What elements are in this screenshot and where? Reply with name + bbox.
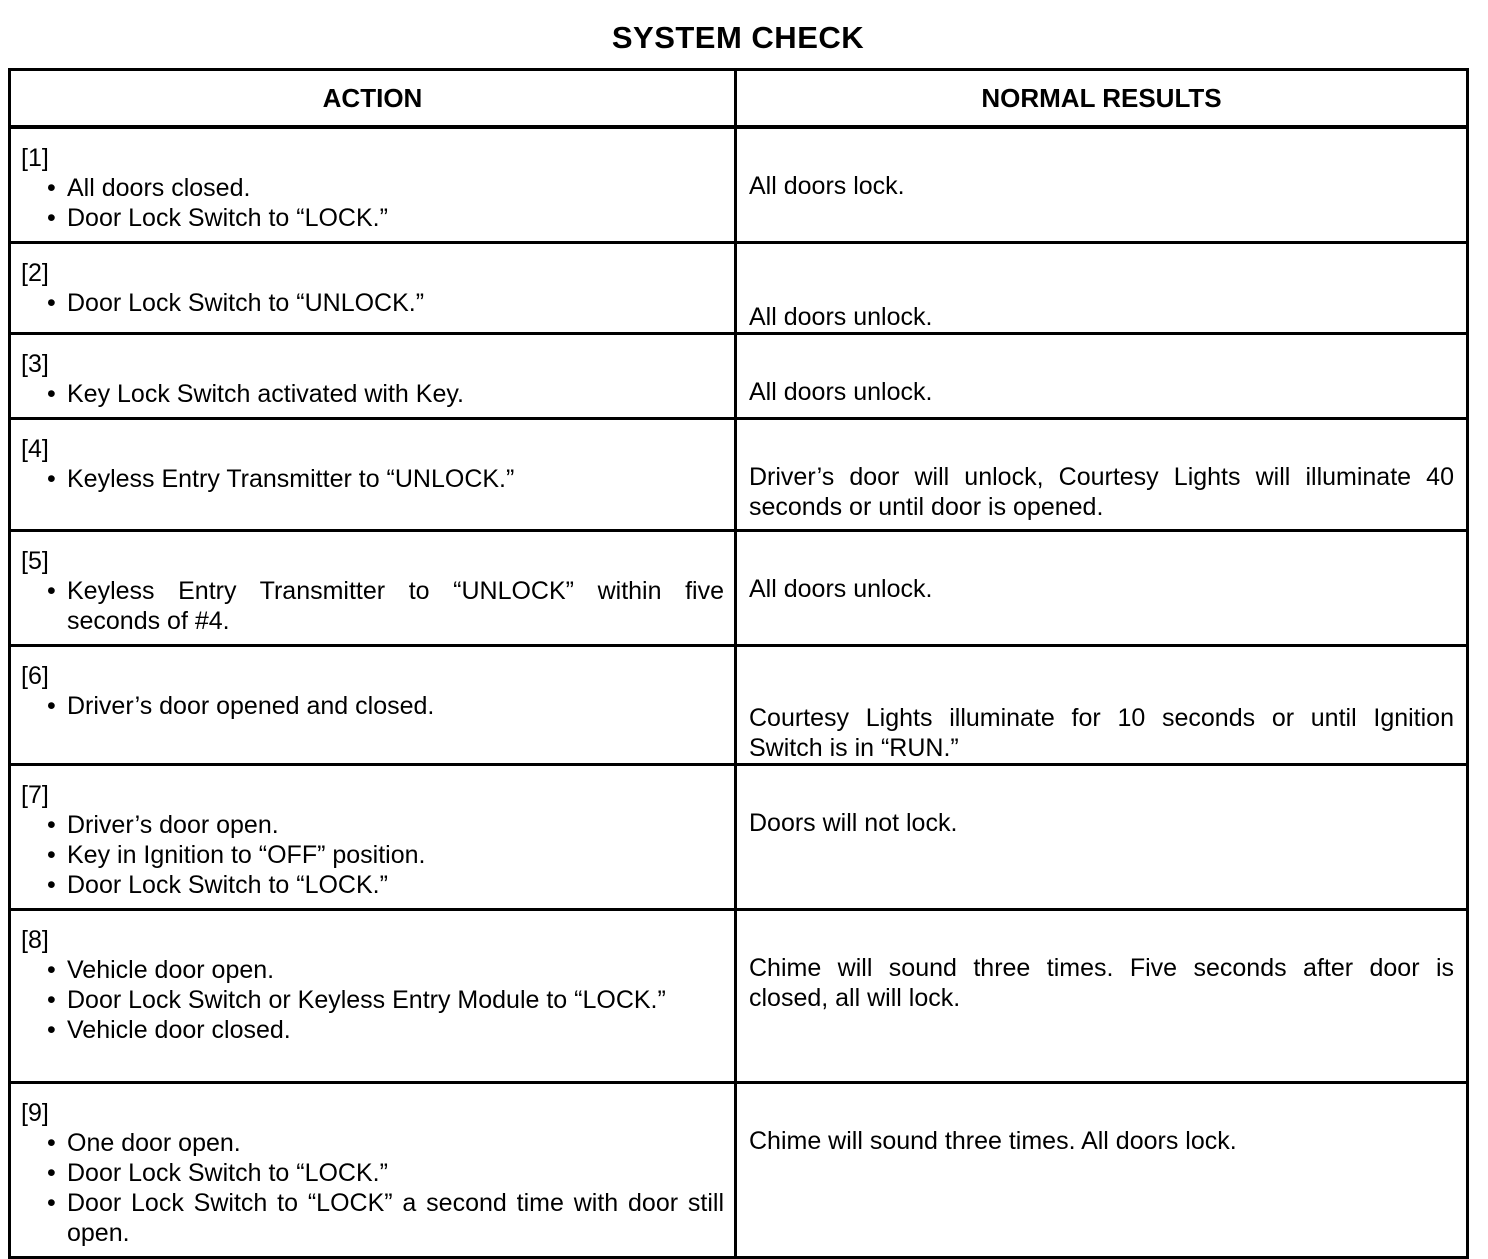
table-row (10, 419, 1468, 531)
action-item: • Key in Ignition to “OFF” position. (67, 840, 724, 870)
action-cell (10, 1083, 736, 1258)
result-text: All doors lock. (749, 172, 905, 200)
result-text: Chime will sound three times. Five seconds after door is closed, all will lock. (749, 954, 1454, 1012)
step-number: [2] (21, 259, 49, 287)
action-item: • One door open. (67, 1128, 724, 1158)
table-row (10, 910, 1468, 1083)
result-cell (736, 765, 1468, 910)
result-cell (736, 1083, 1468, 1258)
header-row (10, 70, 1468, 128)
step-number: [7] (21, 781, 49, 809)
action-list (21, 464, 724, 494)
result-text: All doors unlock. (749, 575, 933, 603)
system-check-table (8, 68, 1469, 1259)
action-item: • Door Lock Switch to “UNLOCK.” (67, 288, 724, 318)
result-text: Doors will not lock. (749, 809, 958, 837)
result-cell (736, 910, 1468, 1083)
table-row (10, 765, 1468, 910)
action-list (21, 288, 724, 318)
table-row (10, 646, 1468, 765)
table-row (10, 1083, 1468, 1258)
action-item: • Door Lock Switch or Keyless Entry Module to “LOCK.” (67, 985, 724, 1015)
normal-results-column-header: NORMAL RESULTS (736, 70, 1468, 128)
result-text: Chime will sound three times. All doors lock. (749, 1127, 1237, 1155)
action-item: • Door Lock Switch to “LOCK.” (67, 1158, 724, 1188)
action-item: • Vehicle door closed. (67, 1015, 724, 1045)
result-cell (736, 334, 1468, 419)
result-cell (736, 646, 1468, 765)
step-number: [1] (21, 144, 49, 172)
action-cell (10, 765, 736, 910)
action-list (21, 955, 724, 1045)
action-item: • Keyless Entry Transmitter to “UNLOCK” within five seconds of #4. (67, 576, 724, 636)
step-number: [3] (21, 350, 49, 378)
action-column-header: ACTION (10, 70, 736, 128)
step-number: [5] (21, 547, 49, 575)
action-cell (10, 419, 736, 531)
action-cell (10, 531, 736, 646)
action-list (21, 810, 724, 900)
result-text: Courtesy Lights illuminate for 10 seconds or until Ignition Switch is in “RUN.” (749, 704, 1454, 762)
table-row (10, 334, 1468, 419)
action-item: • Door Lock Switch to “LOCK.” (67, 203, 724, 233)
step-number: [8] (21, 926, 49, 954)
action-list (21, 1128, 724, 1248)
action-item: • Keyless Entry Transmitter to “UNLOCK.” (67, 464, 724, 494)
action-item: • Driver’s door open. (67, 810, 724, 840)
action-cell (10, 646, 736, 765)
result-cell (736, 531, 1468, 646)
result-text: All doors unlock. (749, 378, 933, 406)
result-text: All doors unlock. (749, 303, 933, 331)
table-row (10, 243, 1468, 334)
page-title: SYSTEM CHECK (611, 20, 865, 55)
table-row (10, 531, 1468, 646)
action-item: • Door Lock Switch to “LOCK” a second time with door still open. (67, 1188, 724, 1248)
table-row (10, 127, 1468, 243)
action-cell (10, 334, 736, 419)
action-list (21, 576, 724, 636)
action-list (21, 691, 724, 721)
table-body (10, 127, 1468, 1258)
action-item: • Key Lock Switch activated with Key. (67, 379, 724, 409)
action-item: • All doors closed. (67, 173, 724, 203)
step-number: [9] (21, 1099, 49, 1127)
action-list (21, 173, 724, 233)
step-number: [4] (21, 435, 49, 463)
result-text: Driver’s door will unlock, Courtesy Lights will illuminate 40 seconds or until door is opened. (749, 463, 1454, 521)
action-cell (10, 910, 736, 1083)
action-cell (10, 127, 736, 243)
action-item: • Vehicle door open. (67, 955, 724, 985)
result-cell (736, 243, 1468, 334)
action-cell (10, 243, 736, 334)
action-item: • Driver’s door opened and closed. (67, 691, 724, 721)
action-item: • Door Lock Switch to “LOCK.” (67, 870, 724, 900)
result-cell (736, 419, 1468, 531)
action-list (21, 379, 724, 409)
result-cell (736, 127, 1468, 243)
step-number: [6] (21, 662, 49, 690)
